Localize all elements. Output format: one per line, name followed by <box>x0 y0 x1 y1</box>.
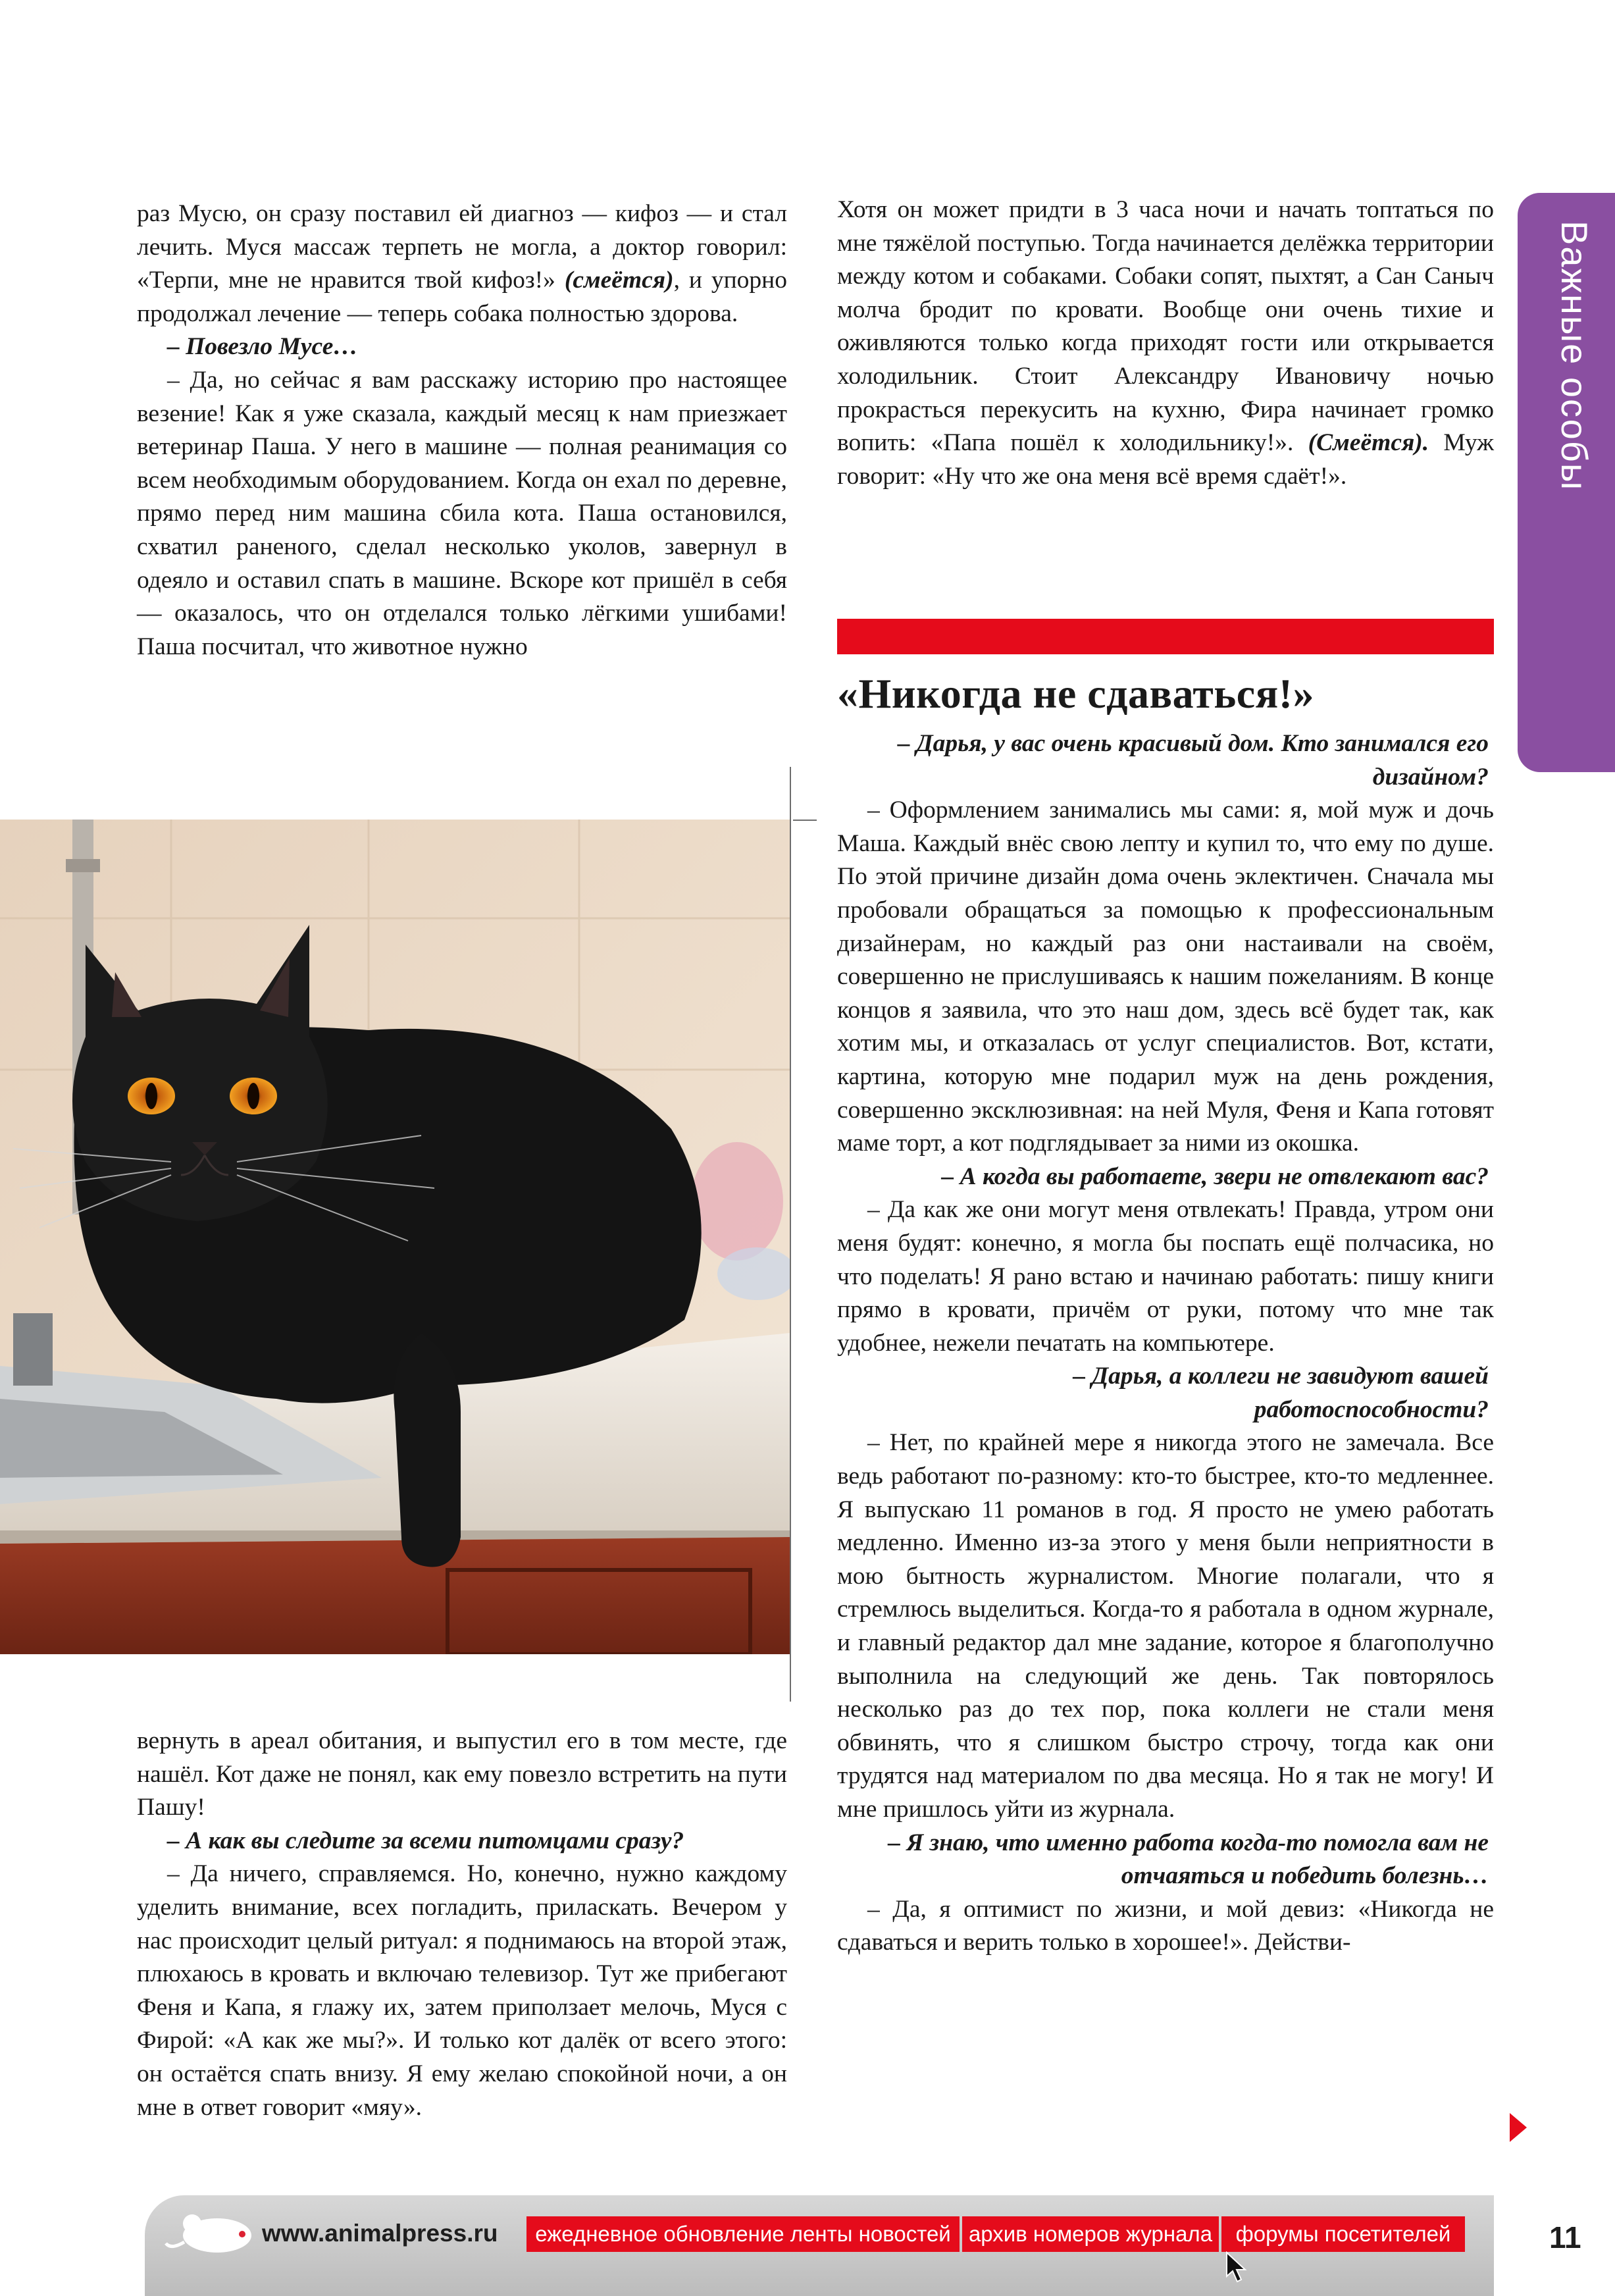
paragraph: – Да ничего, справляемся. Но, конечно, нужно каждому уделить внимание, всех погладить, приласкать. Вечером у нас происходит целый ритуал: я поднимаюсь на второй этаж, плюхаюсь в кровать и включаю телевизор. Тут же прибегают Феня и Капа, я глажу их, затем приползает мелочь, Муся с Фирой: «А как же мы?». И только кот далёк от всего этого: он остаётся спать внизу. Я ему желаю спокойной ночи, а он мне в ответ говорит «мяу». <box>137 1860 787 2121</box>
continue-arrow-icon <box>1510 2113 1527 2142</box>
interview-question: – Дарья, у вас очень красивый дом. Кто занимался его дизайном? <box>897 730 1489 791</box>
section-tab-label: Важные особы <box>1554 221 1595 492</box>
paragraph: вернуть в ареал обитания, и выпустил его в том месте, где нашёл. Кот даже не понял, как ему повезло встретить на пути Пашу! <box>137 1727 787 1821</box>
cat-photo <box>0 820 790 1654</box>
paragraph: – Да как же они могут меня отвлекать! Правда, утром они меня будят: конечно, я могла бы поспать ещё полчасика, но что поделать! Я рано встаю и начинаю работать: пишу книги прямо в кровати, причём от руки, потому что мне так удобнее, нежели печатать на компьютере. <box>837 1196 1494 1357</box>
paragraph: – Оформлением занимались мы сами: я, мой муж и дочь Маша. Каждый внёс свою лепту и купил то, что ему по душе. По этой причине дизайн дома очень эклектичен. Сначала мы пробовали обращаться за помощью к профессиональным дизайнерам, но каждый раз они настаивали на своём, совершенно не прислушиваясь к нашим пожеланиям. В конце концов я заявила, что это наш дом, здесь всё будет так, как хотим мы, и отказалась от услуг специалистов. Вот, кстати, картина, которую мне подарил муж на день рождения, совершенно эксклюзивная: на ней Муля, Феня и Капа готовят маме торт, а кот подглядывает за ними из окошка. <box>837 796 1494 1157</box>
left-column-top <box>137 197 787 664</box>
interview-question: – Дарья, а коллеги не завидуют вашей работоспособности? <box>1073 1363 1489 1423</box>
page-number: 11 <box>1549 2220 1581 2255</box>
paragraph: Хотя он может придти в 3 часа ночи и начать топтаться по мне тяжёлой поступью. Тогда начинается делёжка территории между котом и собаками. Собаки сопят, пыхтят, а Сан Саныч молча бродит по кровати. Вообще они очень тихие и оживляются только когда приходят гости или открывается холодильник. Стоит Александру Ивановичу ночью прокрасться перекусить на кухню, Фира начинает громко вопить: «Папа пошёл к холодильнику!». (Смеётся). Муж говорит: «Ну что же она меня всё время сдаёт!». <box>837 196 1494 490</box>
divider-tick <box>793 820 817 821</box>
archive-link[interactable]: архив номеров журнала <box>962 2216 1219 2252</box>
section-red-bar <box>837 619 1494 654</box>
interview-question: – А когда вы работаете, звери не отвлекают вас? <box>941 1162 1489 1190</box>
emphasis-text: (смеётся) <box>564 267 674 294</box>
paragraph: – Нет, по крайней мере я никогда этого не замечала. Все ведь работают по-разному: кто-то быстрее, кто-то медленнее. Я выпускаю 11 романов в год. Я просто не умею работать медленно. Именно из-за этого у меня были неприятности в мою бытность журналистом. Многие полагали, что я стремлюсь выделиться. Когда-то я работала в одном журнале, и главный редактор дал мне задание, которое я благополучно выполнила на следующий же день. Так повторялось несколько раз до тех пор, пока коллеги не стали меня обвинять, что я слишком быстро строчу, тогда как они трудятся над материалом по два месяца. Но я так не могу! И мне пришлось уйти из журнала. <box>837 1429 1494 1823</box>
left-column-bottom <box>137 1725 787 2124</box>
right-column-top <box>837 194 1494 493</box>
cursor-icon <box>1225 2251 1248 2283</box>
paragraph: – Да, я оптимист по жизни, и мой девиз: «Никогда не сдаваться и верить только в хорошее!». Действи- <box>837 1895 1494 1956</box>
mouse-logo-icon <box>165 2204 263 2257</box>
right-column-bottom <box>837 727 1494 1960</box>
site-link[interactable]: www.animalpress.ru <box>262 2220 498 2247</box>
emphasis-text: (Смеётся). <box>1308 429 1429 457</box>
forums-link[interactable]: форумы посетителей <box>1221 2216 1465 2252</box>
interview-question: – Повезло Мусе… <box>167 333 358 361</box>
paragraph: раз Мусю, он сразу поставил ей диагноз — кифоз — и стал лечить. Муся массаж терпеть не могла, а доктор говорил: «Терпи, мне не нравится твой кифоз!» (смеётся), и упорно продолжал лечение — теперь собака полностью здорова. <box>137 200 787 327</box>
section-heading: «Никогда не сдаваться!» <box>837 670 1315 717</box>
paragraph: – Да, но сейчас я вам расскажу историю про настоящее везение! Как я уже сказала, каждый месяц к нам приезжает ветеринар Паша. У него в машине — полная реанимация со всем необходимым оборудованием. Когда он ехал по деревне, прямо перед ним машина сбила кота. Паша остановился, схватил раненого, сделал несколько уколов, завернул в одеяло и оставил спать в машине. Вскоре кот пришёл в себя — оказалось, что он отделался только лёгкими ушибами! Паша посчитал, что животное нужно <box>137 366 787 660</box>
news-feed-link[interactable]: ежедневное обновление ленты новостей <box>526 2216 960 2252</box>
interview-question: – Я знаю, что именно работа когда-то помогла вам не отчаяться и победить болезнь… <box>888 1829 1489 1890</box>
interview-question: – А как вы следите за всеми питомцами сразу? <box>167 1827 684 1854</box>
column-divider <box>790 767 791 1702</box>
